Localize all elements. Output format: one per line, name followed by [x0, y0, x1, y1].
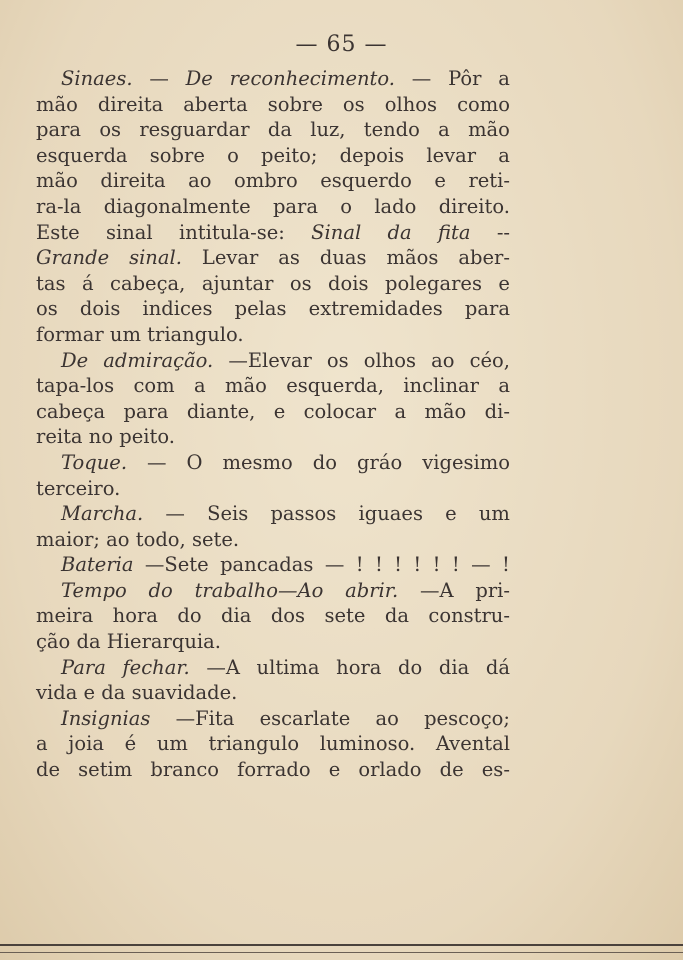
text-line: [36, 655, 510, 681]
word: aber-: [458, 246, 510, 270]
text-line: [36, 245, 510, 271]
word: mesmo: [222, 450, 293, 474]
word: luz,: [310, 118, 346, 142]
word: á: [81, 271, 94, 295]
word: de: [36, 758, 61, 782]
text-line: [36, 706, 510, 732]
word: —: [324, 553, 345, 577]
word: o: [340, 194, 353, 218]
text-line: [36, 92, 510, 118]
text-segment: ção da Hierarquia.: [36, 630, 221, 654]
word: olhos: [363, 348, 417, 372]
word: é: [124, 732, 137, 756]
word: a: [498, 143, 510, 167]
word: cabeça: [36, 399, 106, 423]
text-line: [36, 552, 510, 578]
word: intitula-se:: [178, 220, 285, 244]
word: triangulo: [208, 732, 300, 756]
text-line: [36, 424, 510, 450]
text-line: [36, 271, 510, 297]
word: olhos: [384, 92, 438, 116]
text-line: [36, 220, 510, 246]
word: mão: [36, 169, 78, 193]
word: ultima: [256, 655, 320, 679]
word: !: [432, 553, 441, 577]
word: colocar: [303, 399, 377, 423]
word: hora: [112, 604, 158, 628]
text-line: [36, 66, 510, 92]
word: sobre: [149, 143, 205, 167]
word: —A: [206, 655, 240, 679]
text-line: [36, 194, 510, 220]
word: mão: [468, 118, 510, 142]
italic-word: De: [61, 348, 89, 372]
word: a: [438, 118, 450, 142]
word: os: [289, 271, 312, 295]
word: os: [99, 118, 122, 142]
word: dia: [438, 655, 470, 679]
word: e: [328, 758, 341, 782]
word: orlado: [358, 758, 422, 782]
page-number: — 65 —: [295, 32, 388, 57]
word: mãos: [386, 246, 439, 270]
text-line: [36, 603, 510, 629]
italic-word: Tempo: [61, 578, 127, 602]
word: Levar: [201, 246, 259, 270]
word: dois: [328, 271, 369, 295]
word: —: [471, 553, 491, 577]
word: O: [186, 450, 203, 474]
word: hora: [336, 655, 382, 679]
word: tapa-los: [36, 374, 115, 398]
word: esquerda,: [286, 374, 384, 398]
word: peito;: [261, 143, 318, 167]
text-segment: vida e da suavidade.: [36, 681, 238, 705]
word: sobre: [267, 92, 323, 116]
italic-word: Sinaes.: [61, 67, 133, 90]
word: um: [156, 732, 188, 756]
word: —Elevar: [228, 348, 312, 372]
word: Avental: [435, 732, 510, 756]
word: luminoso.: [319, 732, 416, 756]
text-line: [36, 450, 510, 476]
word: mão: [36, 92, 78, 116]
word: tas: [36, 271, 66, 295]
word: ao: [188, 169, 212, 193]
text-line: [36, 731, 510, 757]
text-line: [36, 501, 510, 527]
word: ajuntar: [201, 271, 274, 295]
italic-word: De: [185, 67, 213, 90]
word: —Sete: [144, 553, 209, 577]
word: do: [398, 655, 423, 679]
word: e: [273, 399, 286, 423]
word: !: [355, 553, 364, 577]
word: forrado: [237, 758, 311, 782]
word: o: [227, 143, 239, 167]
word: !: [394, 553, 403, 577]
italic-word: fita: [438, 220, 471, 244]
word: e: [498, 271, 510, 295]
text-line: [36, 476, 510, 502]
bottom-rule-secondary: [0, 952, 683, 953]
italic-word: Para: [61, 655, 106, 679]
word: joia: [68, 732, 104, 756]
word: Pôr: [448, 67, 482, 90]
word: --: [496, 220, 510, 244]
word: dos: [270, 604, 306, 628]
word: ao: [431, 348, 455, 372]
word: resguardar: [139, 118, 250, 142]
word: tendo: [363, 118, 420, 142]
word: extremidades: [308, 297, 443, 321]
word: céo,: [469, 348, 510, 372]
word: passos: [270, 502, 337, 526]
word: di-: [484, 399, 510, 423]
word: para: [123, 399, 169, 423]
text-line: [36, 117, 510, 143]
word: e: [445, 502, 457, 526]
word: direita: [97, 92, 164, 116]
bottom-rule: [0, 944, 683, 946]
word: —: [165, 502, 185, 526]
word: !: [502, 553, 510, 577]
word: !: [451, 553, 460, 577]
word: —: [149, 67, 169, 90]
word: para: [464, 297, 510, 321]
word: levar: [426, 143, 477, 167]
word: !: [413, 553, 422, 577]
word: pancadas: [220, 553, 314, 577]
italic-word: do: [148, 578, 173, 602]
text-line: [36, 399, 510, 425]
word: vigesimo: [422, 450, 510, 474]
word: dois: [79, 297, 121, 321]
word: os: [326, 348, 349, 372]
word: mão: [224, 374, 267, 398]
word: a: [498, 67, 510, 90]
word: de: [439, 758, 464, 782]
word: gráo: [357, 450, 403, 474]
word: inclinar: [403, 374, 479, 398]
text-segment: formar um triangulo.: [36, 322, 244, 346]
word: da: [384, 604, 409, 628]
word: constru-: [428, 604, 510, 628]
word: ao: [375, 706, 399, 730]
word: do: [177, 604, 202, 628]
word: do: [312, 450, 338, 474]
text-line: [36, 143, 510, 169]
text-line: [36, 578, 510, 604]
word: lado: [374, 194, 417, 218]
word: para: [272, 194, 318, 218]
word: para: [36, 118, 82, 142]
word: —A: [419, 578, 454, 602]
word: como: [457, 92, 510, 116]
page-text: [36, 66, 510, 783]
word: cabeça,: [110, 271, 186, 295]
text-line: [36, 168, 510, 194]
word: ra-la: [36, 194, 82, 218]
italic-word: Marcha.: [61, 502, 144, 526]
italic-word: Bateria: [61, 553, 134, 577]
text-line: [36, 680, 510, 706]
word: —: [411, 67, 432, 90]
word: as: [278, 246, 300, 270]
word: um: [478, 502, 510, 526]
word: sete: [324, 604, 366, 628]
word: direita: [100, 169, 166, 193]
text-line: [36, 348, 510, 374]
word: —Fita: [175, 706, 235, 730]
word: Seis: [207, 502, 249, 526]
word: branco: [150, 758, 220, 782]
text-line: [36, 527, 510, 553]
italic-word: da: [387, 220, 412, 244]
italic-word: fechar.: [122, 655, 190, 679]
text-line: [36, 322, 510, 348]
italic-word: abrir.: [345, 578, 399, 602]
word: es-: [481, 758, 510, 782]
text-line: [36, 373, 510, 399]
word: com: [133, 374, 175, 398]
word: direito.: [438, 194, 510, 218]
word: a: [36, 732, 48, 756]
italic-word: Grande: [36, 246, 110, 270]
word: polegares: [384, 271, 482, 295]
word: setim: [78, 758, 133, 782]
word: iguaes: [358, 502, 423, 526]
text-line: [36, 757, 510, 783]
italic-word: Insignias: [61, 706, 151, 730]
word: e: [434, 169, 446, 193]
word: depois: [339, 143, 405, 167]
word: aberta: [183, 92, 248, 116]
word: dá: [485, 655, 510, 679]
text-segment: terceiro.: [36, 476, 121, 500]
italic-word: reconhecimento.: [229, 67, 395, 90]
word: os: [36, 297, 58, 321]
word: os: [342, 92, 365, 116]
word: dia: [221, 604, 252, 628]
word: —: [147, 450, 167, 474]
word: duas: [319, 246, 367, 270]
word: reti-: [468, 169, 510, 193]
word: meira: [36, 604, 94, 628]
italic-word: Toque.: [61, 450, 128, 474]
word: pri-: [475, 578, 510, 602]
word: !: [374, 553, 383, 577]
word: mão: [424, 399, 467, 423]
word: a: [394, 399, 407, 423]
text-segment: maior; ao todo, sete.: [36, 527, 240, 551]
word: sinal: [105, 220, 153, 244]
text-segment: reita no peito.: [36, 425, 175, 449]
word: indices: [142, 297, 213, 321]
italic-word: sinal.: [129, 246, 182, 270]
word: esquerda: [36, 143, 128, 167]
word: diante,: [186, 399, 256, 423]
word: a: [194, 374, 206, 398]
word: da: [267, 118, 292, 142]
text-line: [36, 296, 510, 322]
word: diagonalmente: [103, 194, 251, 218]
text-line: [36, 629, 510, 655]
italic-word: admiração.: [103, 348, 214, 372]
word: escarlate: [259, 706, 351, 730]
italic-word: Sinal: [311, 220, 362, 244]
word: esquerdo: [320, 169, 412, 193]
word: ombro: [233, 169, 298, 193]
word: pescoço;: [424, 706, 510, 730]
word: a: [498, 374, 510, 398]
italic-word: trabalho—Ao: [194, 578, 324, 602]
word: pelas: [234, 297, 287, 321]
word: Este: [36, 220, 80, 244]
